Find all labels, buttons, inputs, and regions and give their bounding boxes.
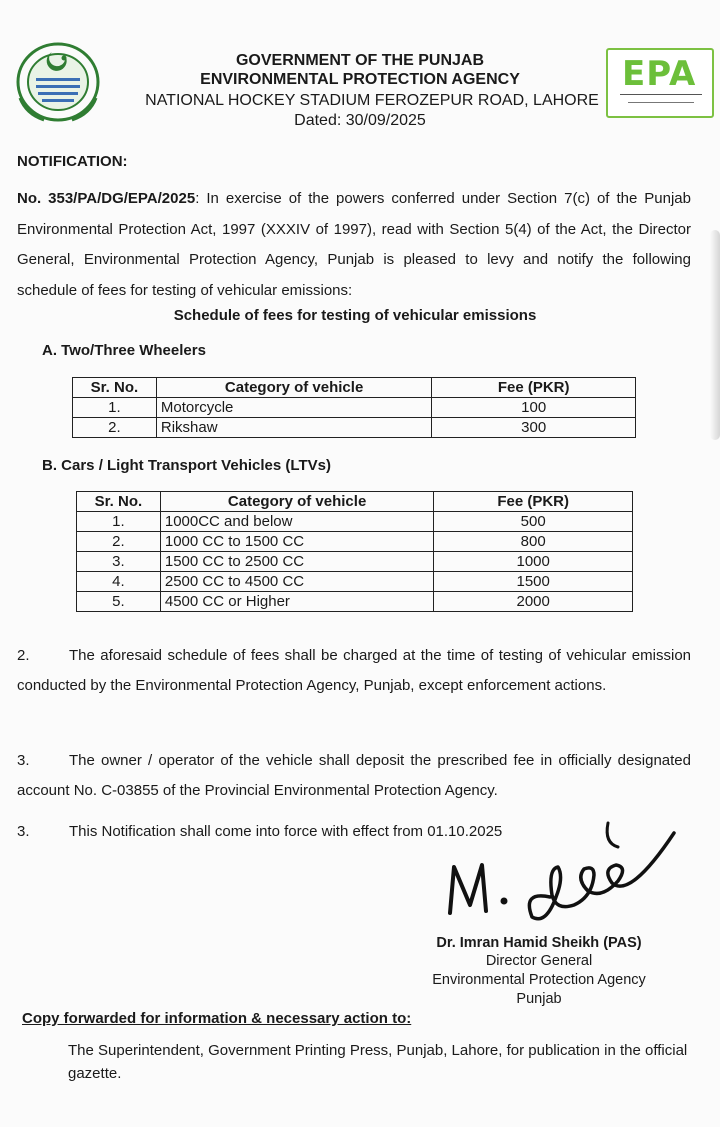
fee-table-two-three-wheelers <box>72 377 636 438</box>
table-header-row <box>73 378 636 398</box>
notification-intro <box>17 184 691 306</box>
table-row <box>77 552 633 572</box>
sr-no-cell: 1. <box>73 398 157 418</box>
clause-3 <box>17 746 691 806</box>
fee-cell: 2000 <box>434 592 633 612</box>
category-cell: Motorcycle <box>156 398 432 418</box>
sr-no-cell: 2. <box>77 532 161 552</box>
category-cell: 4500 CC or Higher <box>160 592 433 612</box>
clause-2 <box>17 641 691 701</box>
sr-no-cell: 2. <box>73 418 157 438</box>
clause-number: 3. <box>17 752 30 769</box>
signatory-organization: Environmental Protection Agency <box>432 972 646 988</box>
category-cell: 1500 CC to 2500 CC <box>160 552 433 572</box>
category-cell: 1000 CC to 1500 CC <box>160 532 433 552</box>
signature-image <box>430 805 720 935</box>
table-header-row <box>77 492 633 512</box>
table-row <box>77 592 633 612</box>
header-government: GOVERNMENT OF THE PUNJAB <box>235 52 484 69</box>
category-cell: Rikshaw <box>156 418 432 438</box>
notification-intro-text: : In exercise of the powers conferred under Section 7(c) of the Punjab Environmental Protection Act, 1997 (XXXIV of 1997), read with Section 5(4) of the Act, the Director General, Environmental Protection Agency, Punjab is pleased to levy and notify the following schedule of fees for testing of vehicular emissions: <box>17 190 691 299</box>
clause-text: The aforesaid schedule of fees shall be charged at the time of testing of vehicular emission conducted by the Environmental Protection Agency, Punjab, except enforcement actions. <box>17 647 691 694</box>
fee-cell: 1000 <box>434 552 633 572</box>
header-category: Category of vehicle <box>160 492 433 512</box>
fee-cell: 1500 <box>434 572 633 592</box>
signatory-name: Dr. Imran Hamid Sheikh (PAS) <box>436 935 642 951</box>
table-row <box>77 572 633 592</box>
header-agency: ENVIRONMENTAL PROTECTION AGENCY <box>200 71 520 88</box>
header-sr-no: Sr. No. <box>77 492 161 512</box>
sr-no-cell: 4. <box>77 572 161 592</box>
sr-no-cell: 3. <box>77 552 161 572</box>
fee-cell: 800 <box>434 532 633 552</box>
notification-number: No. 353/PA/DG/EPA/2025 <box>17 190 196 207</box>
header-fee: Fee (PKR) <box>432 378 636 398</box>
copy-forwarded-heading: Copy forwarded for information & necessary action to: <box>22 1010 412 1027</box>
header-category: Category of vehicle <box>156 378 432 398</box>
signatory-designation: Director General <box>485 953 593 969</box>
section-a-title: A. Two/Three Wheelers <box>42 342 206 359</box>
category-cell: 1000CC and below <box>160 512 433 532</box>
sr-no-cell: 5. <box>77 592 161 612</box>
header-date: Dated: 30/09/2025 <box>294 112 426 129</box>
epa-logo-text: EPA <box>622 54 697 94</box>
fee-cell: 300 <box>432 418 636 438</box>
table-row <box>77 532 633 552</box>
table-row <box>77 512 633 532</box>
clause-number: 3. <box>17 823 30 840</box>
section-b-title: B. Cars / Light Transport Vehicles (LTVs) <box>42 457 331 474</box>
schedule-title: Schedule of fees for testing of vehicular emissions <box>173 307 537 324</box>
scroll-edge-shadow <box>710 230 720 440</box>
fee-cell: 500 <box>434 512 633 532</box>
header-sr-no: Sr. No. <box>73 378 157 398</box>
header-address: NATIONAL HOCKEY STADIUM FEROZEPUR ROAD, LAHORE <box>145 92 599 109</box>
clause-text: This Notification shall come into force with effect from 01.10.2025 <box>69 823 503 840</box>
signatory-region: Punjab <box>516 991 562 1007</box>
clause-text: The owner / operator of the vehicle shall deposit the prescribed fee in officially designated account No. C-03855 of the Provincial Environmental Protection Agency. <box>17 752 691 799</box>
sr-no-cell: 1. <box>77 512 161 532</box>
fee-cell: 100 <box>432 398 636 418</box>
clause-number: 2. <box>17 647 30 664</box>
notification-heading: NOTIFICATION: <box>17 153 128 170</box>
fee-table-cars-ltvs <box>76 491 633 612</box>
category-cell: 2500 CC to 4500 CC <box>160 572 433 592</box>
table-row <box>73 398 636 418</box>
header-fee: Fee (PKR) <box>434 492 633 512</box>
copy-forwarded-body: The Superintendent, Government Printing Press, Punjab, Lahore, for publication in the official gazette. <box>68 1042 688 1082</box>
table-row <box>73 418 636 438</box>
